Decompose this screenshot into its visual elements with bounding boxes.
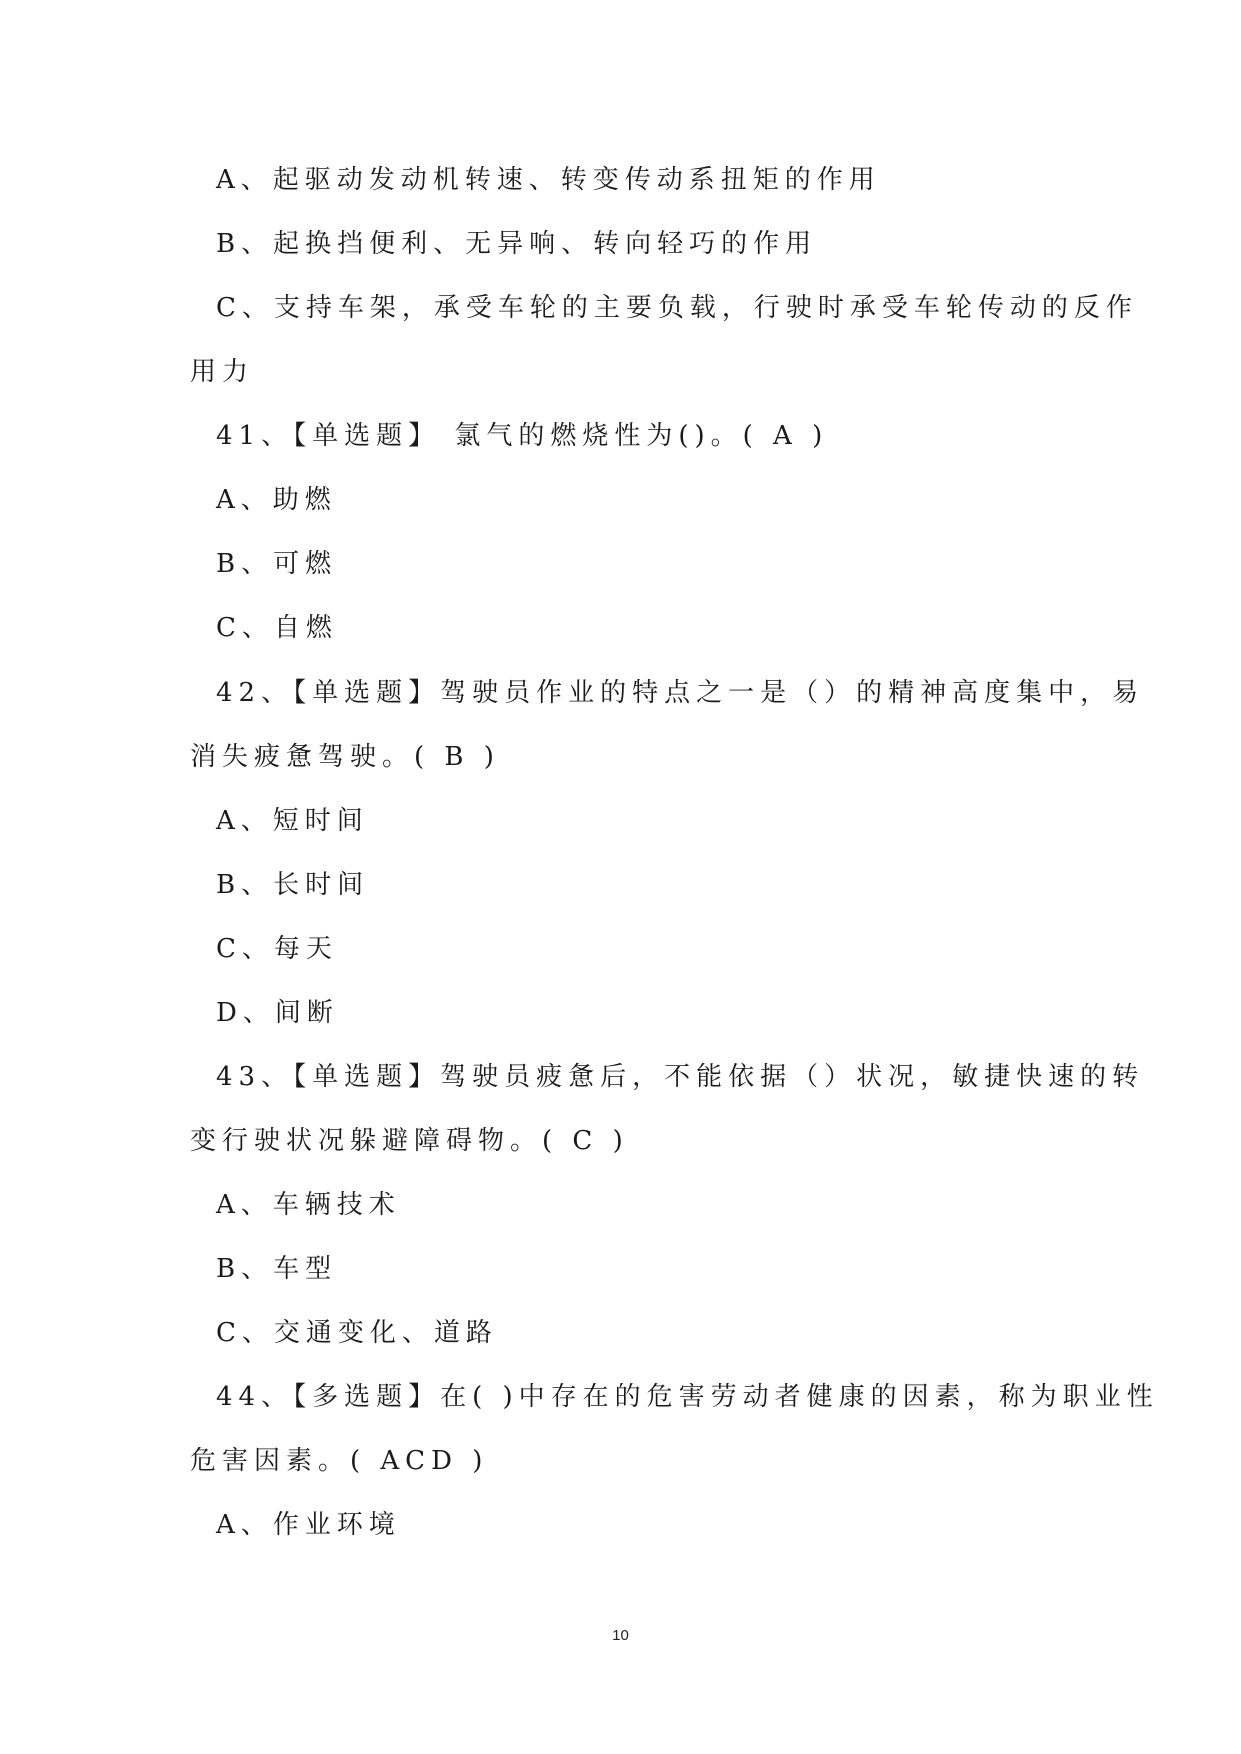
- option-line: C、交通变化、道路: [216, 1318, 498, 1348]
- option-line: C、每天: [216, 934, 338, 964]
- question-41: 41、【单选题】 氯气的燃烧性为()。( A ): [216, 421, 829, 451]
- option-line: C、自燃: [216, 613, 338, 643]
- question-43: 43、【单选题】驾驶员疲惫后，不能依据（）状况，敏捷快速的转: [216, 1062, 1145, 1092]
- option-continuation-line: 用力: [190, 357, 255, 387]
- option-line: A、助燃: [216, 485, 337, 515]
- page-number: 10: [612, 1627, 629, 1644]
- option-line: B、车型: [216, 1254, 338, 1284]
- question-42: 42、【单选题】驾驶员作业的特点之一是（）的精神高度集中，易: [216, 678, 1145, 708]
- option-line: A、作业环境: [216, 1510, 401, 1540]
- option-line: A、起驱动发动机转速、转变传动系扭矩的作用: [216, 165, 881, 195]
- option-line: A、车辆技术: [216, 1190, 401, 1220]
- option-line: A、短时间: [216, 806, 369, 836]
- option-line: B、长时间: [216, 870, 370, 900]
- option-line: C、支持车架，承受车轮的主要负载，行驶时承受车轮传动的反作: [216, 293, 1138, 323]
- question-44-continuation: 危害因素。( ACD ): [190, 1446, 489, 1476]
- question-43-continuation: 变行驶状况躲避障碍物。( C ): [190, 1126, 629, 1156]
- option-line: B、可燃: [216, 549, 338, 579]
- question-44: 44、【多选题】在( )中存在的危害劳动者健康的因素，称为职业性: [216, 1382, 1159, 1412]
- question-42-continuation: 消失疲惫驾驶。( B ): [190, 742, 500, 772]
- option-line: B、起换挡便利、无异响、转向轻巧的作用: [216, 229, 818, 259]
- option-line: D、间断: [216, 998, 339, 1028]
